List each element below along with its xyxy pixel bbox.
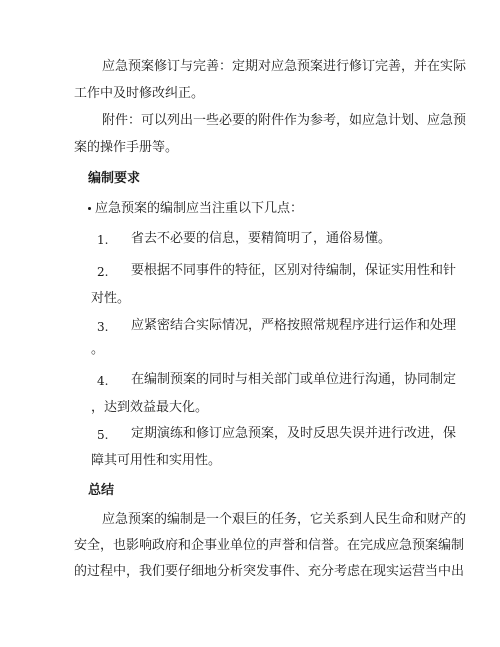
revision-paragraph-line-2: 工作中及时修改纠正。 [74, 86, 205, 101]
item-2-line-2: 对性。 [91, 291, 131, 306]
requirements-heading: 编制要求 [88, 171, 141, 186]
item-3-line-1: 应紧密结合实际情况，严格按照常规程序进行运作和处理 [131, 318, 457, 333]
summary-line-1: 应急预案的编制是一个艰巨的任务，它关系到人民生命和财产的 [102, 512, 467, 527]
item-4-number: 4. [97, 374, 109, 388]
item-5-number: 5. [97, 428, 109, 442]
summary-line-2: 安全，也影响政府和企事业单位的声誉和信誉。在完成应急预案编制 [74, 538, 465, 553]
bullet-dot-icon [88, 207, 91, 210]
item-1-line-1: 省去不必要的信息，要精简明了，通俗易懂。 [131, 231, 392, 246]
summary-line-3: 的过程中，我们要仔细地分析突发事件、充分考虑在现实运营当中出 [74, 564, 465, 579]
item-3-number: 3. [97, 320, 109, 334]
item-2-line-1: 要根据不同事件的特征，区别对待编制，保证实用性和针 [131, 263, 457, 278]
requirements-intro [88, 200, 303, 218]
item-4-line-2: ，达到效益最大化。 [91, 400, 209, 415]
summary-heading: 总结 [88, 483, 115, 498]
item-4-line-1: 在编制预案的同时与相关部门或单位进行沟通，协同制定 [131, 372, 457, 387]
attachment-paragraph-line-2: 案的操作手册等。 [74, 140, 179, 155]
revision-paragraph-line-1: 应急预案修订与完善：定期对应急预案进行修订完善，并在实际 [102, 59, 467, 74]
item-2-number: 2. [97, 265, 109, 279]
item-5-line-1: 定期演练和修订应急预案，及时反思失误并进行改进，保 [131, 426, 457, 441]
attachment-paragraph-line-1: 附件：可以列出一些必要的附件作为参考，如应急计划、应急预 [102, 113, 467, 128]
item-5-line-2: 障其可用性和实用性。 [91, 453, 222, 468]
requirements-intro-text: 应急预案的编制应当注重以下几点： [95, 201, 304, 216]
item-3-line-2: 。 [91, 342, 105, 357]
item-1-number: 1. [97, 233, 109, 247]
